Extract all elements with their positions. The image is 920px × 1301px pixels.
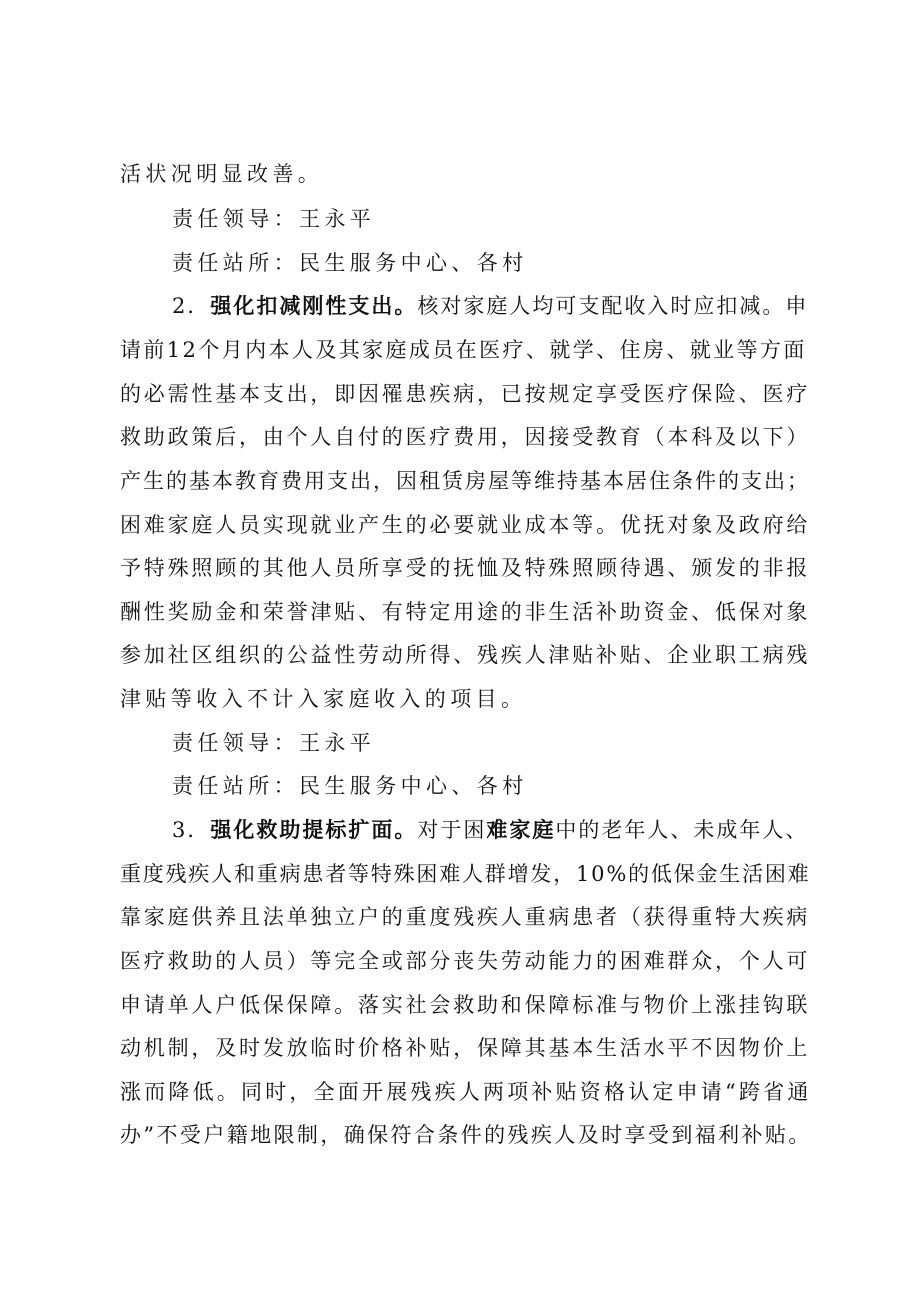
section-3-text-bold: 难家庭 <box>486 818 556 842</box>
responsible-station <box>172 776 528 797</box>
paragraph-line: 产生的基本教育费用支出，因租赁房屋等维持基本居住条件的支出； <box>120 469 810 493</box>
paragraph-line: 酬性奖励金和荣誉津贴、有特定用途的非生活补助资金、低保对象 <box>120 600 811 624</box>
section-2-text: 核对家庭人均可支配收入时应扣减。申 <box>417 294 809 318</box>
paragraph-line: 重度残疾人和重病患者等特殊困难人群增发，10%的低保金生活困难 <box>120 862 811 886</box>
paragraph-line: 办”不受户籍地限制，确保符合条件的残疾人及时享受到福利补贴。 <box>120 1123 812 1147</box>
paragraph-line: 靠家庭供养且法单独立户的重度残疾人重病患者（获得重特大疾病 <box>120 905 811 929</box>
section-3-text-b: 中的老年人、未成年人、 <box>555 818 809 842</box>
station-name: 民生服务中心、各村 <box>299 251 528 275</box>
leader-label: 责任领导： <box>172 207 299 231</box>
leader-name: 王永平 <box>299 731 376 755</box>
paragraph-line: 申请单人户低保保障。落实社会救助和保障标准与物价上涨挂钩联 <box>120 993 811 1017</box>
paragraph-line: 的必需性基本支出，即因罹患疾病，已按规定享受医疗保险、医疗 <box>120 382 811 406</box>
section-2-first-line <box>172 296 808 317</box>
paragraph-line: 涨而降低。同时，全面开展残疾人两项补贴资格认定申请“跨省通 <box>120 1080 812 1104</box>
paragraph-line: 请前12个月内本人及其家庭成员在医疗、就学、住房、就业等方面 <box>120 338 807 362</box>
section-3-heading: 强化救助提标扩面。 <box>210 818 418 842</box>
section-3-text-a: 对于困 <box>417 818 487 842</box>
station-label: 责任站所： <box>172 774 299 798</box>
paragraph-line: 医疗救助的人员）等完全或部分丧失劳动能力的困难群众，个人可 <box>120 949 811 973</box>
section-2-heading: 强化扣减刚性支出。 <box>210 294 418 318</box>
station-label: 责任站所： <box>172 251 299 275</box>
paragraph-line: 活状况明显改善。 <box>120 162 324 186</box>
paragraph-line: 津贴等收入不计入家庭收入的项目。 <box>120 687 527 711</box>
section-3-number: 3． <box>172 818 211 842</box>
responsible-leader <box>172 733 375 754</box>
leader-label: 责任领导： <box>172 731 299 755</box>
paragraph-line: 参加社区组织的公益性劳动所得、残疾人津贴补贴、企业职工病残 <box>120 643 811 667</box>
responsible-leader <box>172 209 375 230</box>
section-2-number: 2． <box>172 294 211 318</box>
paragraph-line: 予特殊照顾的其他人员所享受的抚恤及特殊照顾待遇、颁发的非报 <box>120 556 811 580</box>
leader-name: 王永平 <box>299 207 376 231</box>
section-3-first-line <box>172 820 808 841</box>
station-name: 民生服务中心、各村 <box>299 774 528 798</box>
paragraph-line: 救助政策后，由个人自付的医疗费用，因接受教育（本科及以下） <box>120 425 811 449</box>
paragraph-line: 动机制，及时发放临时价格补贴，保障其基本生活水平不因物价上 <box>120 1036 811 1060</box>
paragraph-line: 困难家庭人员实现就业产生的必要就业成本等。优抚对象及政府给 <box>120 513 811 537</box>
responsible-station <box>172 253 528 274</box>
